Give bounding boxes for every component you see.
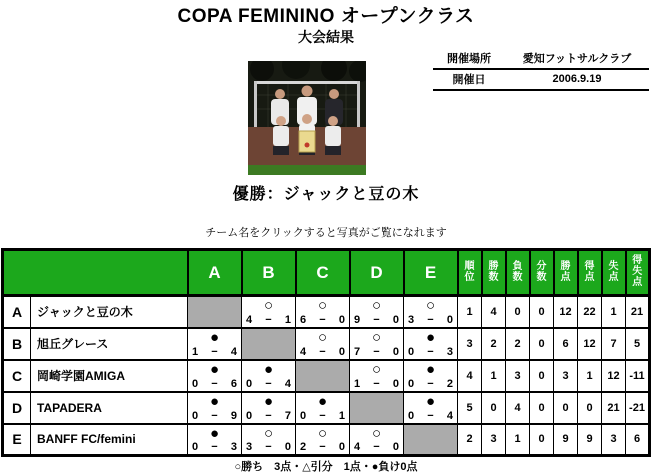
team-photo [248,61,366,175]
away-score: 4 [230,345,237,358]
col-header-c: C [296,250,350,296]
stat-losses: 1 [506,424,530,456]
stat-wins: 0 [482,392,506,424]
match-cell [296,328,350,360]
home-score: 3 [246,441,253,453]
team-name-link[interactable]: ジャックと豆の木 [31,296,188,328]
venue-label: 開催場所 [433,49,505,69]
score-separator: − [373,313,380,326]
stat-points: 0 [554,392,578,424]
stat-draws: 0 [530,360,554,392]
stat-goals-for: 22 [578,296,602,328]
self-cell [350,392,404,424]
col-header-goals-against: 失点 [602,250,626,296]
match-cell [188,392,242,424]
away-score: 0 [338,441,345,453]
stat-rank: 3 [458,328,482,360]
match-cell [188,328,242,360]
away-score: 0 [338,313,345,326]
event-info-table [433,49,649,91]
self-cell [296,360,350,392]
match-cell [296,424,350,456]
home-score: 9 [354,313,361,326]
col-header-goals-for: 得点 [578,250,602,296]
win-mark: ○ [317,424,328,442]
stat-draws: 0 [530,328,554,360]
match-cell [404,328,458,360]
team-name-link[interactable]: BANFF FC/femini [31,424,188,456]
score-separator: − [211,377,218,390]
stat-goals-against: 1 [602,296,626,328]
score [404,379,457,390]
score [188,411,241,422]
score-separator: − [265,441,272,453]
venue-value: 愛知フットサルクラブ [505,49,649,69]
lose-mark: ● [263,392,274,410]
stat-goals-against: 12 [602,360,626,392]
away-score: 7 [284,409,291,422]
home-score: 0 [246,409,253,422]
event-info-row [433,69,649,90]
home-score: 0 [408,409,415,422]
match-cell [350,328,404,360]
away-score: 4 [446,409,453,422]
score [296,315,349,326]
self-cell [188,296,242,328]
home-score: 0 [246,377,253,390]
stat-goals-for: 9 [578,424,602,456]
stat-rank: 5 [458,392,482,424]
stat-wins: 1 [482,360,506,392]
col-header-draws: 分数 [530,250,554,296]
score-separator: − [319,313,326,326]
col-header-e: E [404,250,458,296]
stat-goal-diff: -11 [626,360,650,392]
lose-mark: ● [317,392,328,410]
score-separator: − [373,441,380,453]
score [188,347,241,358]
col-header-goal-diff: 得失点 [626,250,650,296]
lose-mark: ● [209,328,220,346]
lose-mark: ● [425,360,436,378]
match-cell [404,392,458,424]
row-letter: B [3,328,31,360]
home-score: 3 [408,313,415,326]
stat-goal-diff: 21 [626,296,650,328]
stat-points: 9 [554,424,578,456]
score [188,379,241,390]
lose-mark: ● [425,392,436,410]
home-score: 1 [354,377,361,390]
team-row-a [3,296,650,328]
away-score: 0 [392,345,399,358]
page-title: COPA FEMININO オープンクラス [177,6,475,27]
col-header-b: B [242,250,296,296]
away-score: 1 [338,409,345,422]
points-legend: ○勝ち 3点・△引分 1点・●負け0点 [234,461,418,473]
date-label: 開催日 [433,69,505,90]
stat-goal-diff: 5 [626,328,650,360]
col-header-d: D [350,250,404,296]
match-cell [404,360,458,392]
col-header-losses: 負数 [506,250,530,296]
stat-goals-against: 3 [602,424,626,456]
team-row-e [3,424,650,456]
page-subtitle: 大会結果 [298,29,354,45]
score-separator: − [265,409,272,422]
score [404,411,457,422]
away-score: 4 [284,377,291,390]
away-score: 0 [446,313,453,326]
match-cell [242,392,296,424]
home-score: 0 [192,441,199,453]
away-score: 0 [284,441,291,453]
away-score: 6 [230,377,237,390]
match-cell [242,360,296,392]
score [296,347,349,358]
stat-draws: 0 [530,424,554,456]
score-separator: − [265,377,272,390]
stat-rank: 1 [458,296,482,328]
score-separator: − [319,441,326,453]
stat-rank: 2 [458,424,482,456]
home-score: 0 [300,409,307,422]
score [350,315,403,326]
home-score: 0 [408,377,415,390]
win-mark: ○ [425,297,436,314]
team-name-link[interactable]: TAPADERA [31,392,188,424]
stat-losses: 2 [506,328,530,360]
score-separator: − [319,345,326,358]
stat-draws: 0 [530,296,554,328]
home-score: 6 [300,313,307,326]
stat-points: 3 [554,360,578,392]
self-cell [404,424,458,456]
score-separator: − [373,345,380,358]
score-separator: − [427,345,434,358]
score-separator: − [211,441,218,453]
stat-losses: 0 [506,296,530,328]
score [188,442,241,453]
team-row-b [3,328,650,360]
row-letter: D [3,392,31,424]
away-score: 2 [446,377,453,390]
score [350,379,403,390]
stat-points: 12 [554,296,578,328]
match-cell [242,424,296,456]
home-score: 0 [408,345,415,358]
winner-caption: 優勝：ジャックと豆の木 [232,186,420,203]
lose-mark: ● [209,360,220,378]
win-mark: ○ [371,424,382,442]
stat-goals-for: 0 [578,392,602,424]
win-mark: ○ [317,297,328,314]
match-cell [242,296,296,328]
score-separator: − [319,409,326,422]
stat-draws: 0 [530,392,554,424]
stat-wins: 4 [482,296,506,328]
score-separator: − [265,313,272,326]
home-score: 2 [300,441,307,453]
home-score: 7 [354,345,361,358]
score [242,379,295,390]
home-score: 4 [246,313,253,326]
team-name-link[interactable]: 旭丘グレース [31,328,188,360]
score-separator: − [211,345,218,358]
col-header-wins: 勝数 [482,250,506,296]
stat-losses: 3 [506,360,530,392]
away-score: 3 [446,345,453,358]
match-cell [350,424,404,456]
header-corner-cell [3,250,188,296]
score-separator: − [427,377,434,390]
col-header-rank: 順位 [458,250,482,296]
col-header-a: A [188,250,242,296]
stat-goals-against: 21 [602,392,626,424]
score-separator: − [211,409,218,422]
home-score: 4 [354,441,361,453]
away-score: 3 [230,441,237,453]
date-value: 2006.9.19 [505,69,649,90]
score-separator: − [427,313,434,326]
row-letter: C [3,360,31,392]
lose-mark: ● [263,360,274,378]
stat-wins: 2 [482,328,506,360]
win-mark: ○ [371,297,382,314]
score [350,442,403,453]
score [404,347,457,358]
self-cell [242,328,296,360]
header-row [3,250,650,296]
team-name-link[interactable]: 岡崎学園AMIGA [31,360,188,392]
results-table [1,248,651,457]
win-mark: ○ [317,328,328,346]
away-score: 0 [338,345,345,358]
match-cell [404,296,458,328]
score [296,442,349,453]
stat-goal-diff: -21 [626,392,650,424]
score [404,315,457,326]
score [242,315,295,326]
away-score: 0 [392,441,399,453]
match-cell [350,296,404,328]
score [242,411,295,422]
stat-goals-against: 7 [602,328,626,360]
win-mark: ○ [263,297,274,314]
match-cell [188,360,242,392]
away-score: 1 [284,313,291,326]
home-score: 0 [192,409,199,422]
click-note: チーム名をクリックすると写真がご覧になれます [205,227,447,239]
team-row-c [3,360,650,392]
stat-losses: 4 [506,392,530,424]
win-mark: ○ [371,360,382,378]
stat-goals-for: 12 [578,328,602,360]
lose-mark: ● [209,392,220,410]
stat-goal-diff: 6 [626,424,650,456]
home-score: 1 [192,345,199,358]
stat-goals-for: 1 [578,360,602,392]
lose-mark: ● [425,328,436,346]
win-mark: ○ [371,328,382,346]
score [242,442,295,453]
home-score: 0 [192,377,199,390]
match-cell [350,360,404,392]
win-mark: ○ [263,424,274,442]
team-row-d [3,392,650,424]
stat-rank: 4 [458,360,482,392]
score-separator: − [427,409,434,422]
score [350,347,403,358]
col-header-points: 勝点 [554,250,578,296]
home-score: 4 [300,345,307,358]
event-info-row [433,49,649,69]
score-separator: − [373,377,380,390]
stat-points: 6 [554,328,578,360]
away-score: 0 [392,313,399,326]
away-score: 0 [392,377,399,390]
row-letter: E [3,424,31,456]
row-letter: A [3,296,31,328]
lose-mark: ● [209,424,220,442]
match-cell [296,296,350,328]
match-cell [188,424,242,456]
match-cell [296,392,350,424]
stat-wins: 3 [482,424,506,456]
score [296,411,349,422]
away-score: 9 [230,409,237,422]
